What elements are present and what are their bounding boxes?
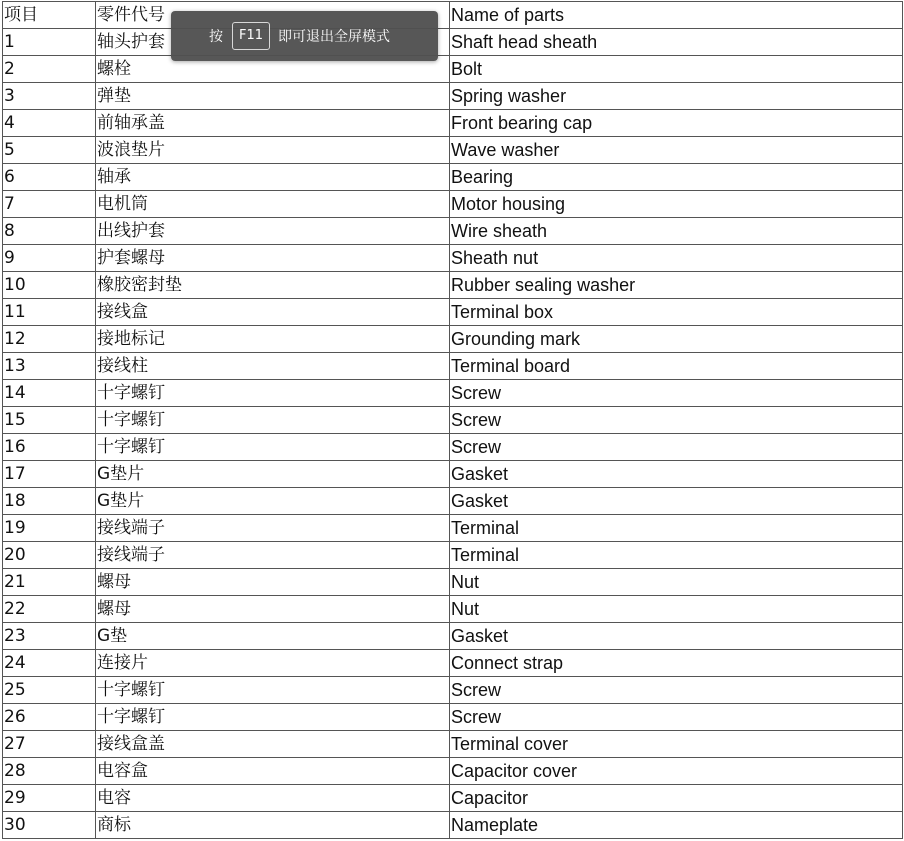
table-row (3, 785, 903, 812)
cell-part-name: Screw (450, 677, 903, 704)
table-row (3, 488, 903, 515)
table-row (3, 650, 903, 677)
cell-item-no: 9 (3, 245, 96, 272)
table-row (3, 677, 903, 704)
cell-item-no: 6 (3, 164, 96, 191)
cell-part-code: 接线盒盖 (96, 731, 450, 758)
cell-part-name: Motor housing (450, 191, 903, 218)
cell-part-name: Sheath nut (450, 245, 903, 272)
fullscreen-exit-notice (171, 11, 438, 61)
table-row (3, 245, 903, 272)
cell-part-name: Capacitor cover (450, 758, 903, 785)
table-row (3, 191, 903, 218)
notice-prefix: 按 (209, 29, 223, 45)
table-row (3, 434, 903, 461)
cell-part-name: Connect strap (450, 650, 903, 677)
table-row (3, 569, 903, 596)
cell-part-code: 出线护套 (96, 218, 450, 245)
header-part-name: Name of parts (450, 2, 903, 29)
table-row (3, 596, 903, 623)
cell-part-name: Nameplate (450, 812, 903, 839)
cell-item-no: 10 (3, 272, 96, 299)
table-row (3, 515, 903, 542)
cell-part-name: Spring washer (450, 83, 903, 110)
table-row (3, 137, 903, 164)
table-row (3, 704, 903, 731)
cell-item-no: 26 (3, 704, 96, 731)
cell-item-no: 23 (3, 623, 96, 650)
parts-table-body (3, 2, 903, 839)
cell-part-name: Rubber sealing washer (450, 272, 903, 299)
cell-item-no: 20 (3, 542, 96, 569)
table-row (3, 272, 903, 299)
cell-part-code: 电容 (96, 785, 450, 812)
cell-item-no: 30 (3, 812, 96, 839)
cell-part-code: 螺栓 (96, 56, 450, 83)
cell-item-no: 14 (3, 380, 96, 407)
table-row (3, 380, 903, 407)
cell-part-code: 接线柱 (96, 353, 450, 380)
f11-key-badge: F11 (232, 22, 270, 50)
cell-part-name: Terminal box (450, 299, 903, 326)
table-row (3, 218, 903, 245)
cell-item-no: 11 (3, 299, 96, 326)
table-row (3, 29, 903, 56)
cell-part-code: 电容盒 (96, 758, 450, 785)
cell-part-code: 连接片 (96, 650, 450, 677)
table-header-row (3, 2, 903, 29)
cell-item-no: 25 (3, 677, 96, 704)
cell-item-no: 24 (3, 650, 96, 677)
cell-part-code: 护套螺母 (96, 245, 450, 272)
table-row (3, 461, 903, 488)
cell-part-code: 轴头护套 (96, 29, 450, 56)
table-row (3, 299, 903, 326)
table-row (3, 407, 903, 434)
cell-item-no: 12 (3, 326, 96, 353)
notice-suffix: 即可退出全屏模式 (278, 29, 391, 45)
cell-part-name: Nut (450, 596, 903, 623)
cell-part-name: Wire sheath (450, 218, 903, 245)
cell-item-no: 2 (3, 56, 96, 83)
cell-item-no: 22 (3, 596, 96, 623)
cell-part-name: Gasket (450, 461, 903, 488)
cell-part-name: Terminal (450, 542, 903, 569)
cell-part-name: Bolt (450, 56, 903, 83)
cell-part-code: 波浪垫片 (96, 137, 450, 164)
cell-item-no: 19 (3, 515, 96, 542)
cell-part-name: Front bearing cap (450, 110, 903, 137)
cell-item-no: 21 (3, 569, 96, 596)
cell-item-no: 4 (3, 110, 96, 137)
cell-part-code: 电机筒 (96, 191, 450, 218)
cell-part-code: 轴承 (96, 164, 450, 191)
cell-part-code: 前轴承盖 (96, 110, 450, 137)
cell-part-name: Terminal board (450, 353, 903, 380)
cell-part-code: G垫 (96, 623, 450, 650)
table-row (3, 731, 903, 758)
table-row (3, 164, 903, 191)
cell-part-name: Screw (450, 704, 903, 731)
cell-part-name: Gasket (450, 623, 903, 650)
cell-part-code: G垫片 (96, 461, 450, 488)
cell-item-no: 17 (3, 461, 96, 488)
cell-part-code: 十字螺钉 (96, 677, 450, 704)
cell-item-no: 8 (3, 218, 96, 245)
cell-item-no: 5 (3, 137, 96, 164)
cell-item-no: 29 (3, 785, 96, 812)
cell-part-name: Screw (450, 407, 903, 434)
cell-part-code: 弹垫 (96, 83, 450, 110)
cell-item-no: 16 (3, 434, 96, 461)
cell-part-name: Capacitor (450, 785, 903, 812)
cell-part-code: 十字螺钉 (96, 407, 450, 434)
cell-part-code: 接线端子 (96, 542, 450, 569)
cell-part-name: Terminal (450, 515, 903, 542)
cell-item-no: 15 (3, 407, 96, 434)
table-row (3, 110, 903, 137)
cell-part-code: 十字螺钉 (96, 380, 450, 407)
table-row (3, 353, 903, 380)
cell-part-name: Gasket (450, 488, 903, 515)
cell-part-code: 十字螺钉 (96, 434, 450, 461)
cell-part-name: Nut (450, 569, 903, 596)
cell-part-name: Shaft head sheath (450, 29, 903, 56)
cell-part-code: 接地标记 (96, 326, 450, 353)
cell-part-name: Screw (450, 434, 903, 461)
table-row (3, 83, 903, 110)
cell-part-code: 橡胶密封垫 (96, 272, 450, 299)
table-row (3, 542, 903, 569)
table-row (3, 758, 903, 785)
parts-table (2, 1, 903, 839)
cell-part-code: 商标 (96, 812, 450, 839)
cell-item-no: 3 (3, 83, 96, 110)
header-part-code: 零件代号 (96, 2, 450, 29)
table-row (3, 56, 903, 83)
cell-part-name: Screw (450, 380, 903, 407)
cell-part-name: Wave washer (450, 137, 903, 164)
cell-part-name: Bearing (450, 164, 903, 191)
table-row (3, 326, 903, 353)
cell-item-no: 13 (3, 353, 96, 380)
cell-item-no: 7 (3, 191, 96, 218)
cell-part-code: 接线端子 (96, 515, 450, 542)
table-row (3, 812, 903, 839)
cell-item-no: 1 (3, 29, 96, 56)
cell-part-code: 螺母 (96, 569, 450, 596)
header-item-no: 项目 (3, 2, 96, 29)
cell-part-code: G垫片 (96, 488, 450, 515)
cell-part-name: Grounding mark (450, 326, 903, 353)
cell-part-name: Terminal cover (450, 731, 903, 758)
cell-part-code: 十字螺钉 (96, 704, 450, 731)
cell-part-code: 螺母 (96, 596, 450, 623)
cell-item-no: 27 (3, 731, 96, 758)
cell-part-code: 接线盒 (96, 299, 450, 326)
table-row (3, 623, 903, 650)
cell-item-no: 28 (3, 758, 96, 785)
cell-item-no: 18 (3, 488, 96, 515)
